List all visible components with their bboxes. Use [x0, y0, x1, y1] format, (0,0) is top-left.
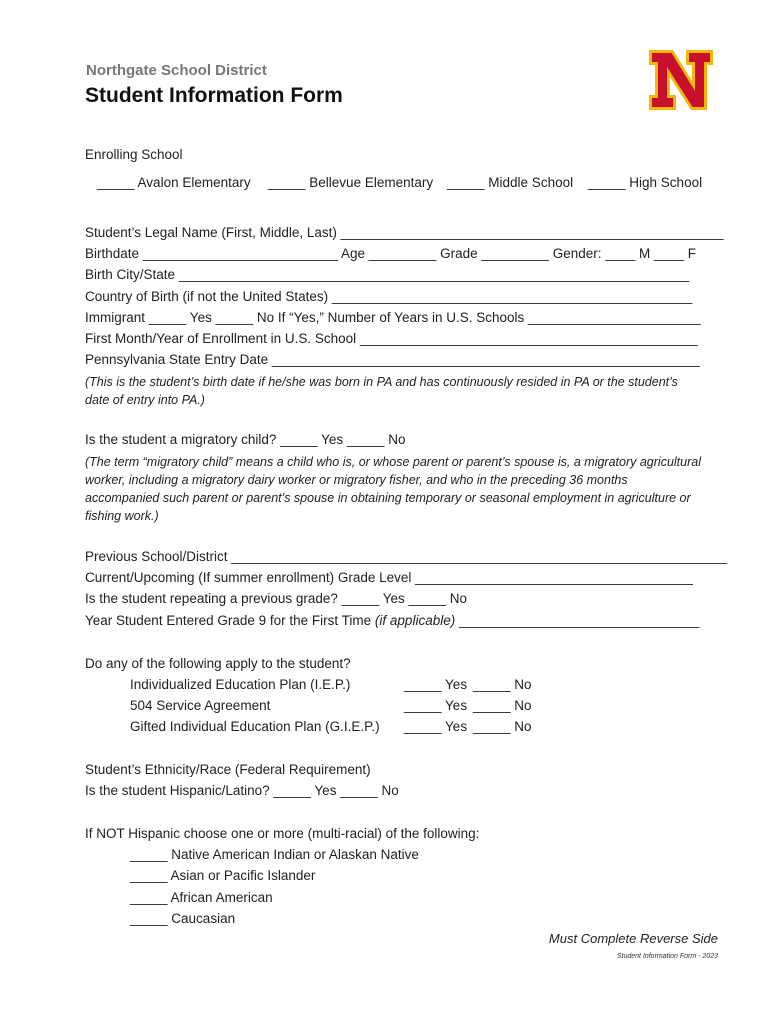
grade9-entry-field[interactable]	[85, 613, 699, 628]
grade9-blank[interactable]: ________________________________	[458, 613, 700, 628]
iep-label: Individualized Education Plan (I.E.P.)	[130, 677, 351, 692]
enrolling-school-label: Enrolling School	[85, 147, 183, 162]
504-no[interactable]: _____ No	[473, 698, 532, 713]
grade9-note: (if applicable)	[374, 613, 456, 628]
option-avalon-elementary[interactable]: _____ Avalon Elementary	[97, 175, 251, 190]
504-yes[interactable]: _____ Yes	[404, 698, 468, 713]
district-name: Northgate School District	[86, 62, 267, 79]
race-asian-pacific[interactable]: _____ Asian or Pacific Islander	[130, 868, 316, 883]
giep-no[interactable]: _____ No	[473, 719, 532, 734]
grade-level-field[interactable]: Current/Upcoming (If summer enrollment) Grade Level _____________________________________	[85, 570, 693, 585]
option-middle-school[interactable]: _____ Middle School	[447, 175, 574, 190]
legal-name-field[interactable]: Student’s Legal Name (First, Middle, Last) ___________________________________________________	[85, 225, 724, 240]
previous-school-field[interactable]: Previous School/District __________________________________________________________________	[85, 549, 727, 564]
pa-entry-date-field[interactable]: Pennsylvania State Entry Date _________________________________________________________	[85, 352, 700, 367]
504-label: 504 Service Agreement	[130, 698, 271, 713]
race-african-american[interactable]: _____ African American	[130, 890, 273, 905]
migratory-question[interactable]: Is the student a migratory child? _____ Yes _____ No	[85, 432, 406, 447]
option-high-school[interactable]: _____ High School	[588, 175, 703, 190]
race-prompt: If NOT Hispanic choose one or more (multi-racial) of the following:	[85, 826, 480, 841]
school-logo	[646, 47, 716, 113]
page-title: Student Information Form	[85, 84, 343, 107]
race-native-american[interactable]: _____ Native American Indian or Alaskan Native	[130, 847, 419, 862]
birth-city-state-field[interactable]: Birth City/State ____________________________________________________________________	[85, 267, 690, 282]
giep-label: Gifted Individual Education Plan (G.I.E.P.)	[130, 719, 380, 734]
giep-yes[interactable]: _____ Yes	[404, 719, 468, 734]
first-us-enrollment-field[interactable]: First Month/Year of Enrollment in U.S. School _____________________________________________	[85, 331, 698, 346]
entry-date-note: (This is the student’s birth date if he/she was born in PA and has continuously resided in PA or the student’s date of entry into PA.)	[85, 375, 678, 407]
reverse-side-notice: Must Complete Reverse Side	[548, 931, 718, 946]
country-of-birth-field[interactable]: Country of Birth (if not the United States) ________________________________________________	[85, 289, 693, 304]
birthdate-age-grade-gender-field[interactable]: Birthdate __________________________ Age _________ Grade _________ Gender: ____ M ____ F	[85, 246, 697, 261]
form-id-footer: Student Information Form - 2023	[616, 953, 718, 960]
grade9-label: Year Student Entered Grade 9 for the First Time	[85, 613, 372, 628]
logo-n-icon	[646, 47, 716, 113]
race-caucasian[interactable]: _____ Caucasian	[130, 911, 236, 926]
option-bellevue-elementary[interactable]: _____ Bellevue Elementary	[268, 175, 434, 190]
hispanic-question[interactable]: Is the student Hispanic/Latino? _____ Yes _____ No	[85, 783, 399, 798]
plans-question: Do any of the following apply to the student?	[85, 656, 351, 671]
iep-no[interactable]: _____ No	[473, 677, 532, 692]
repeating-grade-question[interactable]: Is the student repeating a previous grade? _____ Yes _____ No	[85, 591, 468, 606]
ethnicity-heading: Student’s Ethnicity/Race (Federal Requirement)	[85, 762, 371, 777]
immigrant-field[interactable]: Immigrant _____ Yes _____ No If “Yes,” Number of Years in U.S. Schools _______________________	[85, 310, 701, 325]
migratory-note: (The term “migratory child” means a child who is, or whose parent or parent’s spouse is, a migratory agricultural worker, including a migratory dairy worker or migratory fisher, and who in the preceding 36 months accompanied such parent or parent’s spouse in obtaining temporary or seasonal employment in agriculture or fishing work.)	[85, 455, 701, 523]
iep-yes[interactable]: _____ Yes	[404, 677, 468, 692]
